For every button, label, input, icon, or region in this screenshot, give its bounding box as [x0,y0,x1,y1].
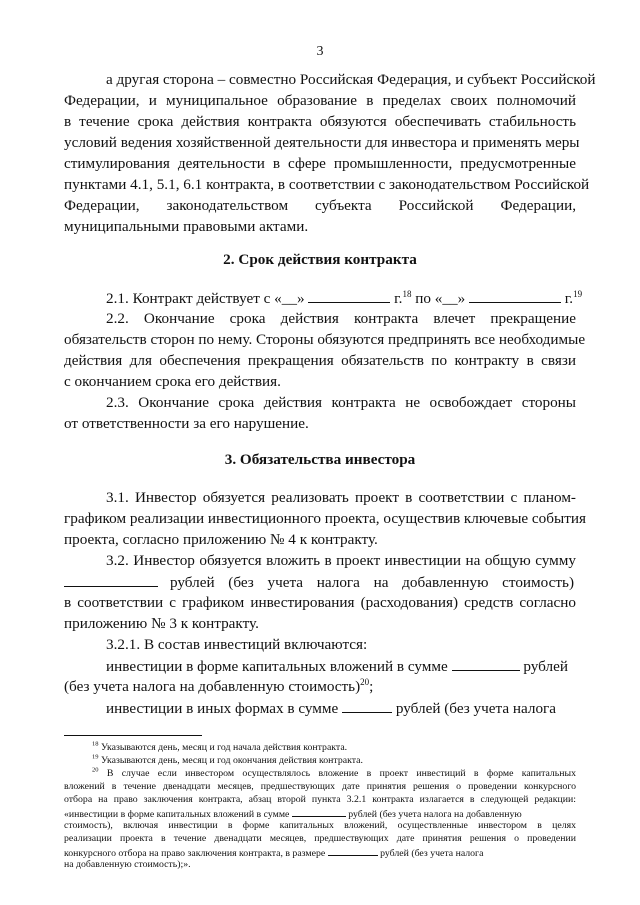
clause-2-2-line-3: действия для обеспечения прекращения обязательств по контракту в связи [64,352,576,369]
intro-line-8: муниципальными правовыми актами. [64,218,309,235]
capital-investment-rubles: рублей [519,658,568,675]
footnote-ref-19: 19 [573,288,583,299]
clause-3-1-line-2: графиком реализации инвестиционного проекта, осуществив ключевые события [64,510,586,527]
intro-line-7: Федерации, законодательством субъекта Российской Федерации, [64,197,576,214]
page-number: 3 [316,44,324,59]
other-investment-text: инвестиции в иных формах в сумме [106,700,343,717]
other-investment-line [106,698,576,719]
clause-3-2-line-1: 3.2. Инвестор обязуется вложить в проект инвестиции на общую сумму [106,552,576,569]
section-2-heading: 2. Срок действия контракта [223,251,417,268]
footnote-18-number: 18 [92,740,99,748]
footnote-20-blank-1 [292,807,346,817]
footnote-18 [92,742,576,755]
clause-2-1-text-start: 2.1. Контракт действует с «__» [106,290,309,307]
footnote-separator [64,735,202,736]
clause-3-2-1: 3.2.1. В состав инвестиций включаются: [106,636,368,653]
footnote-20-number: 20 [92,766,99,774]
clause-2-1 [106,288,583,309]
footnote-20-text-7b: рублей (без учета налога [377,848,484,859]
capital-investment-line-2 [64,677,576,697]
footnote-20-text-4b: рублей (без учета налога на добавленную [345,809,522,820]
footnote-20-line-1 [92,768,576,781]
footnote-20-text-7a: конкурсного отбора на право заключения контракта, в размере [64,848,328,859]
footnote-20-line-5: стоимость), включая инвестиции в форме капитальных вложений, осуществленные инвестором в целях [64,820,576,831]
capital-investment-line-1 [106,656,576,677]
clause-3-2-line-2 [64,572,576,593]
footnote-19-text: Указываются день, месяц и год окончания действия контракта. [98,755,363,766]
intro-line-6: пунктами 4.1, 5.1, 6.1 контракта, в соответствии с законодательством Российской [64,176,590,193]
capital-investment-text: инвестиции в форме капитальных вложений в сумме [106,658,452,675]
footnote-20-line-3: отбора на право заключения контракта, абзац второй пункта 3.2.1 контракта излагается в следующей редакции: [64,794,576,805]
footnote-19-number: 19 [92,753,99,761]
other-investment-rubles: рублей (без учета налога [392,700,557,717]
total-investment-blank [64,572,158,587]
footnote-20-blank-2 [328,846,378,856]
intro-line-4: условий ведения хозяйственной деятельности для инвестора и применять меры [64,134,580,151]
clause-2-2-line-4: с окончанием срока его действия. [64,373,281,390]
clause-3-1-line-3: проекта, согласно приложению № 4 к контракту. [64,531,378,548]
capital-investment-end: ; [369,678,374,695]
intro-line-1: а другая сторона – совместно Российская Федерация, и субъект Российской [106,71,596,88]
clause-3-2-line-3: в соответствии с графиком инвестирования (расходования) средств согласно [64,594,576,611]
footnote-20-line-2: вложений в течение двенадцати месяцев, предшествующих дате принятия решения о проведении конкурсного [64,781,576,792]
capital-investment-vat: (без учета налога на добавленную стоимость) [64,678,361,695]
clause-2-1-year-2: г. [560,290,574,307]
section-3-heading: 3. Обязательства инвестора [224,451,416,468]
footnote-20-line-8: на добавленную стоимость);». [64,859,191,870]
clause-2-2-line-2: обязательств сторон по нему. Стороны обязуются предпринять все необходимые [64,331,586,348]
intro-line-2: Федерации, и муниципальное образование в пределах своих полномочий [64,92,576,109]
intro-line-3: в течение срока действия контракта обязуются обеспечивать стабильность [64,113,576,130]
other-investment-blank [342,698,392,713]
clause-2-2-line-1: 2.2. Окончание срока действия контракта влечет прекращение [106,310,576,327]
intro-line-5: стимулирования деятельности в сфере промышленности, предусмотренные [64,155,576,172]
clause-3-2-line-4: приложению № 3 к контракту. [64,615,259,632]
footnote-20-text-4a: «инвестиции в форме капитальных вложений в сумме [64,809,292,820]
clause-2-1-year: г. [390,290,403,307]
footnote-20-line-6: реализации проекта в течение двенадцати месяцев, предшествующих дате принятия решения о проведении [64,833,576,844]
clause-3-2-line-2-text: рублей (без учета налога на добавленную стоимость) [170,574,574,591]
footnote-19 [92,755,576,768]
footnote-ref-20: 20 [360,676,370,687]
footnote-ref-18: 18 [402,288,412,299]
end-date-blank [469,288,561,303]
clause-2-3-line-2: от ответственности за его нарушение. [64,415,309,432]
clause-2-1-text-mid: по «__» [411,290,469,307]
clause-2-3-line-1: 2.3. Окончание срока действия контракта не освобождает стороны [106,394,576,411]
clause-3-1-line-1: 3.1. Инвестор обязуется реализовать проект в соответствии с планом- [106,489,576,506]
footnote-20-text-1: В случае если инвестором осуществлялось вложение в проект инвестиций в форме капитальных [98,768,576,779]
footnote-18-text: Указываются день, месяц и год начала действия контракта. [98,742,348,753]
start-date-blank [308,288,390,303]
capital-investment-blank [452,656,520,671]
